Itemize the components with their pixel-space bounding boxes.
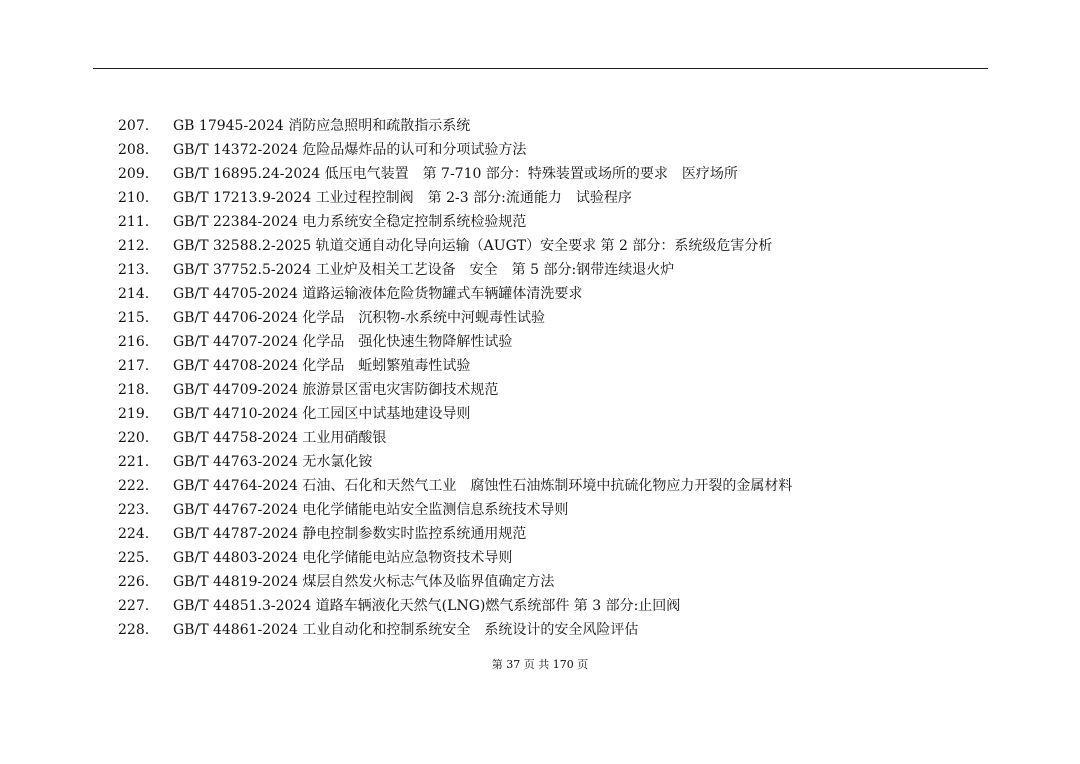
item-number: 208.	[118, 142, 150, 158]
item-number: 215.	[118, 310, 150, 326]
list-item	[118, 450, 792, 474]
item-number: 209.	[118, 166, 150, 182]
item-number: 222.	[118, 478, 150, 494]
list-item	[118, 306, 792, 330]
list-item	[118, 522, 792, 546]
item-number: 210.	[118, 190, 150, 206]
standards-list	[118, 114, 792, 642]
list-item	[118, 594, 792, 618]
list-item	[118, 210, 792, 234]
item-text: GB/T 44706-2024 化学品 沉积物-水系统中河蚬毒性试验	[173, 310, 546, 326]
list-item	[118, 618, 792, 642]
item-number: 216.	[118, 334, 150, 350]
item-text: GB/T 44710-2024 化工园区中试基地建设导则	[173, 406, 471, 422]
item-text: GB/T 44851.3-2024 道路车辆液化天然气(LNG)燃气系统部件 第 3 部分:止回阀	[173, 598, 681, 614]
list-item	[118, 162, 792, 186]
list-item	[118, 186, 792, 210]
item-number: 226.	[118, 574, 150, 590]
item-text: GB/T 44763-2024 无水氯化铵	[173, 454, 373, 470]
item-text: GB/T 14372-2024 危险品爆炸品的认可和分项试验方法	[173, 142, 527, 158]
item-text: GB/T 44819-2024 煤层自然发火标志气体及临界值确定方法	[173, 574, 555, 590]
item-number: 223.	[118, 502, 150, 518]
list-item	[118, 354, 792, 378]
item-number: 212.	[118, 238, 150, 254]
item-number: 228.	[118, 622, 150, 638]
page-number-label: 第 37 页 共 170 页	[491, 658, 589, 671]
header-rule	[93, 68, 988, 69]
item-text: GB/T 44767-2024 电化学储能电站安全监测信息系统技术导则	[173, 502, 569, 518]
item-text: GB/T 44787-2024 静电控制参数实时监控系统通用规范	[173, 526, 527, 542]
item-number: 218.	[118, 382, 150, 398]
item-text: GB/T 32588.2-2025 轨道交通自动化导向运输（AUGT）安全要求 第 2 部分：系统级危害分析	[173, 238, 773, 254]
item-text: GB/T 44709-2024 旅游景区雷电灾害防御技术规范	[173, 382, 499, 398]
item-text: GB/T 16895.24-2024 低压电气装置 第 7-710 部分：特殊装置或场所的要求 医疗场所	[173, 166, 738, 182]
item-number: 221.	[118, 454, 150, 470]
item-number: 227.	[118, 598, 150, 614]
item-text: GB/T 44803-2024 电化学储能电站应急物资技术导则	[173, 550, 513, 566]
list-item	[118, 426, 792, 450]
item-text: GB/T 17213.9-2024 工业过程控制阀 第 2-3 部分:流通能力 试验程序	[173, 190, 632, 206]
list-item	[118, 378, 792, 402]
item-number: 225.	[118, 550, 150, 566]
item-text: GB/T 44764-2024 石油、石化和天然气工业 腐蚀性石油炼制环境中抗硫化物应力开裂的金属材料	[173, 478, 793, 494]
item-text: GB/T 44758-2024 工业用硝酸银	[173, 430, 387, 446]
list-item	[118, 402, 792, 426]
list-item	[118, 570, 792, 594]
item-text: GB/T 44708-2024 化学品 蚯蚓繁殖毒性试验	[173, 358, 471, 374]
item-text: GB/T 22384-2024 电力系统安全稳定控制系统检验规范	[173, 214, 527, 230]
item-number: 211.	[118, 214, 150, 230]
item-text: GB/T 44707-2024 化学品 强化快速生物降解性试验	[173, 334, 513, 350]
item-number: 213.	[118, 262, 150, 278]
item-number: 219.	[118, 406, 150, 422]
list-item	[118, 474, 792, 498]
item-number: 207.	[118, 118, 150, 134]
page-footer	[0, 657, 1080, 673]
list-item	[118, 138, 792, 162]
item-text: GB/T 37752.5-2024 工业炉及相关工艺设备 安全 第 5 部分:钢带连续退火炉	[173, 262, 675, 278]
item-text: GB 17945-2024 消防应急照明和疏散指示系统	[173, 118, 471, 134]
list-item	[118, 114, 792, 138]
item-text: GB/T 44861-2024 工业自动化和控制系统安全 系统设计的安全风险评估	[173, 622, 639, 638]
list-item	[118, 282, 792, 306]
item-number: 220.	[118, 430, 150, 446]
item-number: 224.	[118, 526, 150, 542]
list-item	[118, 330, 792, 354]
list-item	[118, 234, 792, 258]
list-item	[118, 258, 792, 282]
list-item	[118, 546, 792, 570]
list-item	[118, 498, 792, 522]
item-number: 214.	[118, 286, 150, 302]
item-text: GB/T 44705-2024 道路运输液体危险货物罐式车辆罐体清洗要求	[173, 286, 583, 302]
item-number: 217.	[118, 358, 150, 374]
